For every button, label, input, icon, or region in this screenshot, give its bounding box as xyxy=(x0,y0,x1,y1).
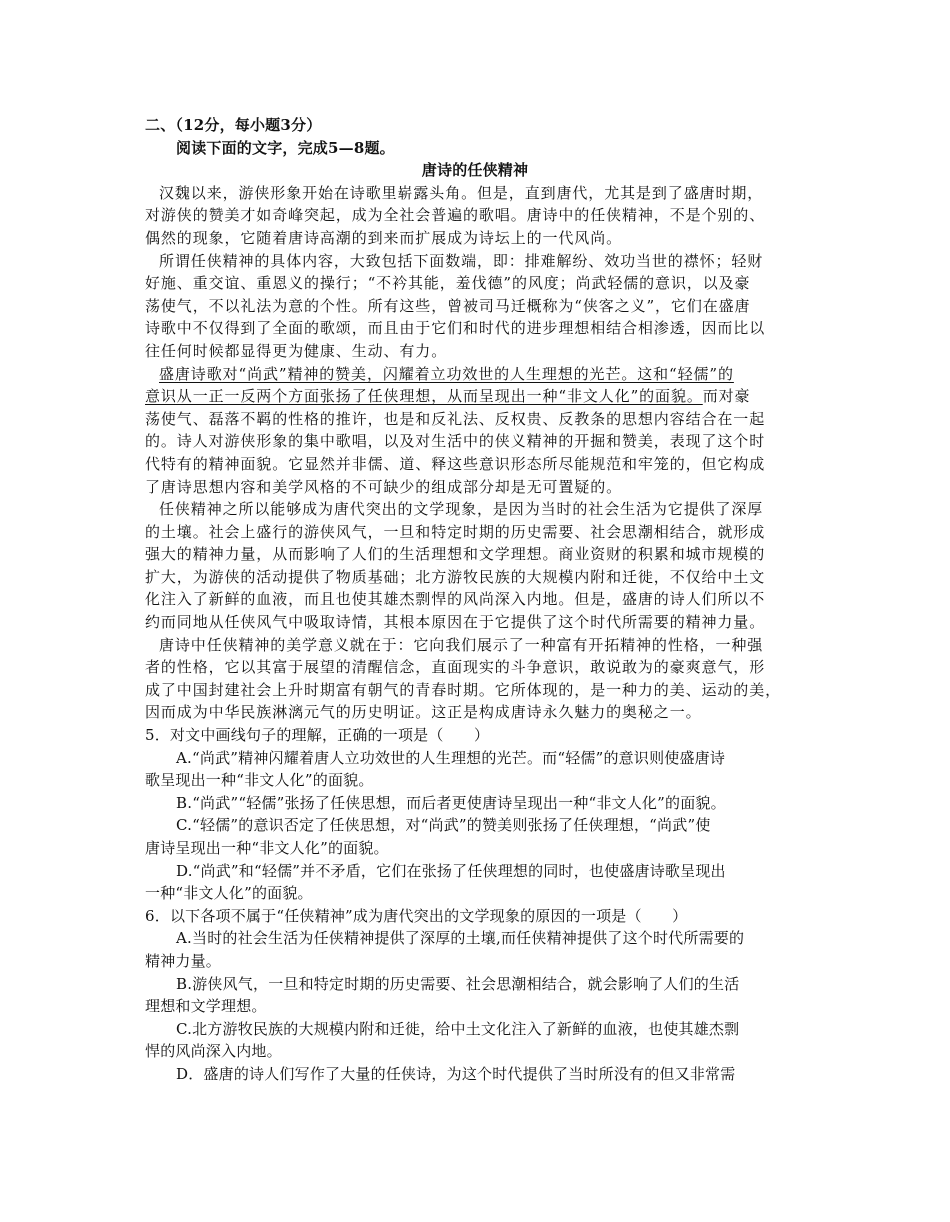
paragraph-line: 所谓任侠精神的具体内容，大致包括下面数端，即：排难解纷、效功当世的襟怀；轻财 xyxy=(159,251,764,270)
option-b[interactable]: B.游侠风气，一旦和特定时期的历史需要、社会思潮相结合，就会影响了人们的生活 xyxy=(176,974,740,993)
paragraph-line: 约而同地从任侠风气中吸取诗情，其根本原因在于它提供了这个时代所需要的精神力量。 xyxy=(145,613,766,632)
underlined-sentence: 意识从一正一反两个方面张扬了任侠理想，从而呈现出一种“非文人化”的面貌。 xyxy=(145,387,703,406)
paragraph-line: 荡使气，不以礼法为意的个性。所有这些，曾被司马迁概称为“侠客之义”，它们在盛唐 xyxy=(145,296,751,315)
paragraph-line: 的土壤。社会上盛行的游侠风气，一旦和特定时期的历史需要、社会思潮相结合，就形成 xyxy=(145,522,766,541)
underlined-sentence: 盛唐诗歌对“尚武”精神的赞美，闪耀着立功效世的人生理想的光芒。这和“轻儒”的 xyxy=(159,364,734,383)
paragraph-line: 对游侠的赞美才如奇峰突起，成为全社会普遍的歌唱。唐诗中的任侠精神，不是个别的、 xyxy=(145,206,766,225)
paragraph-line xyxy=(145,363,805,386)
option-d-cont[interactable]: 一种“非文人化”的面貌。 xyxy=(145,884,313,903)
paragraph-text: 而对豪 xyxy=(702,387,751,406)
paragraph-line: 偶然的现象，它随着唐诗高潮的到来而扩展成为诗坛上的一代风尚。 xyxy=(145,228,623,247)
question-stem: 6．以下各项不属于“任侠精神”成为唐代突出的文学现象的原因的一项是（ ） xyxy=(145,906,688,925)
section-instruction: 阅读下面的文字，完成5—8题。 xyxy=(176,138,395,157)
section-heading: 二、（12分，每小题3分） xyxy=(145,116,322,134)
option-c-cont[interactable]: 唐诗呈现出一种“非文人化”的面貌。 xyxy=(145,839,389,857)
paragraph-line: 唐诗中任侠精神的美学意义就在于：它向我们展示了一种富有开拓精神的性格，一种强 xyxy=(159,635,764,654)
exam-content xyxy=(145,114,805,1086)
question-stem: 5．对文中画线句子的理解，正确的一项是（ ） xyxy=(145,726,490,745)
paragraph-line: 了唐诗思想内容和美学风格的不可缺少的组成部分却是无可置疑的。 xyxy=(145,477,623,496)
option-b[interactable]: B.“尚武”“轻儒”张扬了任侠思想，而后者更使唐诗呈现出一种“非文人化”的面貌。 xyxy=(176,793,726,812)
question-5 xyxy=(145,724,805,905)
option-d[interactable]: D.“尚武”和“轻儒”并不矛盾，它们在张扬了任侠理想的同时，也使盛唐诗歌呈现出 xyxy=(176,861,726,880)
option-a[interactable]: A.当时的社会生活为任侠精神提供了深厚的土壤,而任侠精神提供了这个时代所需要的 xyxy=(176,929,745,948)
question-6 xyxy=(145,905,805,1086)
option-a-cont[interactable]: 歌呈现出一种“非文人化”的面貌。 xyxy=(145,771,374,790)
article-paragraph-2 xyxy=(145,250,805,363)
paragraph-line: 强大的精神力量，从而影响了人们的生活理想和文学理想。商业资财的积累和城市规模的 xyxy=(145,545,766,564)
article-paragraph-1 xyxy=(145,182,805,250)
article-paragraph-5 xyxy=(145,634,805,724)
paragraph-line: 扩大，为游侠的活动提供了物质基础；北方游牧民族的大规模内附和迁徙，不仅给中土文 xyxy=(145,567,766,586)
paragraph-line: 任侠精神之所以能够成为唐代突出的文学现象，是因为当时的社会生活为它提供了深厚 xyxy=(159,500,764,519)
paragraph-line: 荡使气、磊落不羁的性格的推许，也是和反礼法、反权贵、反教条的思想内容结合在一起 xyxy=(145,409,766,428)
option-a-cont[interactable]: 精神力量。 xyxy=(145,951,222,970)
paragraph-line: 的。诗人对游侠形象的集中歌唱，以及对生活中的侠义精神的开掘和赞美，表现了这个时 xyxy=(145,432,766,451)
paragraph-line: 诗歌中不仅得到了全面的歌颂，而且由于它们和时代的进步理想相结合相渗透，因而比以 xyxy=(145,319,766,338)
article-title: 唐诗的任侠精神 xyxy=(421,161,529,180)
option-c-cont[interactable]: 悍的风尚深入内地。 xyxy=(145,1042,282,1061)
paragraph-line: 成了中国封建社会上升时期富有朝气的青春时期。它所体现的，是一种力的美、运动的美， xyxy=(145,680,782,699)
paragraph-line: 化注入了新鲜的血液，而且也使其雄杰剽悍的风尚深入内地。但是，盛唐的诗人们所以不 xyxy=(145,590,766,609)
paragraph-line: 往任何时候都显得更为健康、生动、有力。 xyxy=(145,341,448,360)
paragraph-line: 者的性格，它以其富于展望的清醒信念，直面现实的斗争意识，敢说敢为的豪爽意气，形 xyxy=(145,658,766,677)
paragraph-line: 代特有的精神面貌。它显然并非儒、道、释这些意识形态所尽能规范和牢笼的，但它构成 xyxy=(145,454,766,473)
paragraph-line: 好施、重交谊、重恩义的操行；“不衿其能，羞伐德”的风度；尚武轻儒的意识，以及豪 xyxy=(145,274,751,293)
option-b-cont[interactable]: 理想和文学理想。 xyxy=(145,997,267,1016)
paragraph-line: 因而成为中华民族淋漓元气的历史明证。这正是构成唐诗永久魅力的奥秘之一。 xyxy=(145,703,702,722)
option-d[interactable]: D．盛唐的诗人们写作了大量的任侠诗，为这个时代提供了当时所没有的但又非常需 xyxy=(176,1064,736,1083)
paragraph-line: 汉魏以来，游侠形象开始在诗歌里崭露头角。但是，直到唐代，尤其是到了盛唐时期， xyxy=(159,183,764,202)
option-c[interactable]: C.北方游牧民族的大规模内附和迁徙，给中土文化注入了新鲜的血液，也使其雄杰剽 xyxy=(176,1019,740,1038)
article-paragraph-4 xyxy=(145,498,805,634)
article-paragraph-3 xyxy=(145,363,805,499)
option-c[interactable]: C.“轻儒”的意识否定了任侠思想，对“尚武”的赞美则张扬了任侠理想，“尚武”使 xyxy=(176,816,711,835)
paragraph-line xyxy=(145,385,805,408)
option-a[interactable]: A.“尚武”精神闪耀着唐人立功效世的人生理想的光芒。而“轻儒”的意识则使盛唐诗 xyxy=(176,748,726,767)
